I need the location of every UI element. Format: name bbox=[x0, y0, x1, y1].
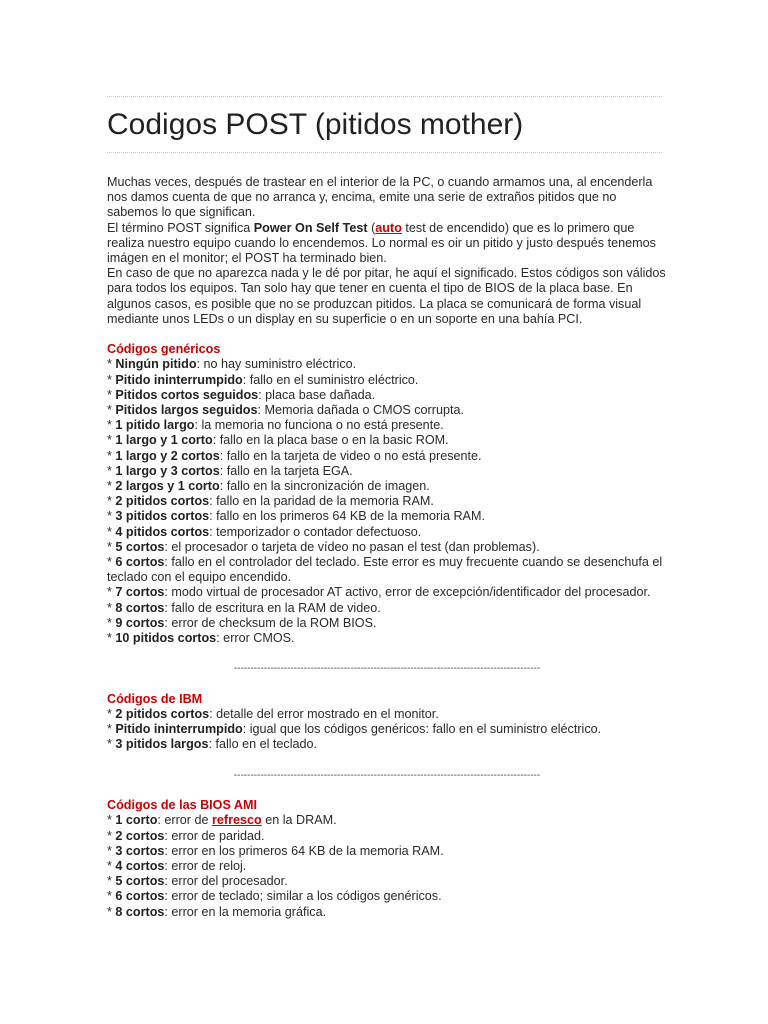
code-description: : error CMOS. bbox=[216, 631, 295, 646]
list-item: * Pitido ininterrumpido: igual que los códigos genéricos: fallo en el suministro eléctrico. bbox=[107, 722, 602, 737]
title-divider bbox=[107, 152, 662, 153]
code-term: 7 cortos bbox=[115, 585, 165, 600]
code-description: : fallo de escritura en la RAM de video. bbox=[164, 600, 381, 615]
list-item: * 10 pitidos cortos: error CMOS. bbox=[107, 631, 295, 646]
code-term: 8 cortos bbox=[115, 904, 165, 919]
code-description: : la memoria no funciona o no está presente. bbox=[194, 418, 444, 433]
code-description: : fallo en el teclado. bbox=[208, 737, 318, 752]
ibm-codes-heading: Códigos de IBM bbox=[107, 691, 203, 706]
list-item: * 9 cortos: error de checksum de la ROM BIOS. bbox=[107, 615, 377, 630]
code-description: : error de paridad. bbox=[164, 828, 265, 843]
list-item: * 7 cortos: modo virtual de procesador AT activo, error de excepción/identificador del procesador. bbox=[107, 585, 651, 600]
code-description: : fallo en la tarjeta de video o no está presente. bbox=[219, 448, 482, 463]
code-description: : fallo en el suministro eléctrico. bbox=[242, 372, 419, 387]
list-item: * Pitidos cortos seguidos: placa base dañada. bbox=[107, 387, 376, 402]
separator-2: -------------------------------------------------------------------------------------------- bbox=[233, 769, 541, 781]
code-term: 5 cortos bbox=[115, 874, 165, 889]
code-term: 4 cortos bbox=[115, 859, 165, 874]
code-term: 1 largo y 1 corto bbox=[115, 433, 213, 448]
list-item: * 2 pitidos cortos: detalle del error mostrado en el monitor. bbox=[107, 707, 439, 722]
ibm-codes-list bbox=[107, 707, 667, 753]
code-term: 1 largo y 2 cortos bbox=[115, 448, 220, 463]
code-term: 2 largos y 1 corto bbox=[115, 479, 220, 494]
separator-1: -------------------------------------------------------------------------------------------- bbox=[233, 663, 541, 675]
list-item: * 1 largo y 2 cortos: fallo en la tarjeta de video o no está presente. bbox=[107, 448, 482, 463]
generic-codes-list bbox=[107, 357, 667, 646]
code-term: 1 pitido largo bbox=[115, 418, 195, 433]
code-term: 10 pitidos cortos bbox=[115, 631, 217, 646]
ami-codes-heading: Códigos de las BIOS AMI bbox=[107, 798, 257, 813]
code-term: 3 pitidos cortos bbox=[115, 509, 210, 524]
list-item: * Ningún pitido: no hay suministro eléctrico. bbox=[107, 357, 357, 372]
list-item: * 2 cortos: error de paridad. bbox=[107, 828, 265, 843]
code-term: 2 pitidos cortos bbox=[115, 494, 210, 509]
list-item: * 3 cortos: error en los primeros 64 KB de la memoria RAM. bbox=[107, 843, 444, 858]
code-description: : error de teclado; similar a los códigos genéricos. bbox=[164, 889, 442, 904]
list-item: * 1 largo y 3 cortos: fallo en la tarjeta EGA. bbox=[107, 463, 353, 478]
code-description: : error del procesador. bbox=[164, 874, 288, 889]
code-description: : detalle del error mostrado en el monitor. bbox=[209, 707, 439, 722]
code-description: : error de checksum de la ROM BIOS. bbox=[164, 615, 377, 630]
code-term: 6 cortos bbox=[115, 889, 165, 904]
list-item: * 6 cortos: fallo en el controlador del teclado. Este error es muy frecuente cuando se desenchufa el teclado con el equipo encendido. bbox=[107, 555, 663, 585]
list-item: * Pitidos largos seguidos: Memoria dañada o CMOS corrupta. bbox=[107, 403, 464, 418]
list-item: * 2 largos y 1 corto: fallo en la sincronización de imagen. bbox=[107, 479, 430, 494]
page-title: Codigos POST (pitidos mother) bbox=[107, 108, 524, 141]
list-item: * 8 cortos: error en la memoria gráfica. bbox=[107, 904, 327, 919]
intro-paragraph-3: En caso de que no aparezca nada y le dé por pitar, he aquí el significado. Estos códigos son válidos para todos los equipos. Tan solo hay que tener en cuenta el tipo de BIOS de la placa base. En algunos casos, es posible que no se produzcan pitidos. La placa se comunicará de forma visual mediante unos LEDs o un display en su superficie o en un soporte en una bahía PCI. bbox=[107, 266, 666, 326]
list-item: * 1 corto: error de refresco en la DRAM. bbox=[107, 813, 337, 828]
list-item: * 5 cortos: error del procesador. bbox=[107, 874, 288, 889]
code-term: 4 pitidos cortos bbox=[115, 524, 210, 539]
list-item: * 3 pitidos cortos: fallo en los primeros 64 KB de la memoria RAM. bbox=[107, 509, 485, 524]
code-description: : fallo en los primeros 64 KB de la memoria RAM. bbox=[209, 509, 485, 524]
code-term: 3 pitidos largos bbox=[115, 737, 209, 752]
code-description: : igual que los códigos genéricos: fallo en el suministro eléctrico. bbox=[242, 722, 602, 737]
list-item: * 3 pitidos largos: fallo en el teclado. bbox=[107, 737, 318, 752]
code-term: 9 cortos bbox=[115, 615, 165, 630]
code-term: 5 cortos bbox=[115, 539, 165, 554]
code-term: 1 largo y 3 cortos bbox=[115, 463, 220, 478]
list-item: * 8 cortos: fallo de escritura en la RAM de video. bbox=[107, 600, 381, 615]
list-item: * 6 cortos: error de teclado; similar a los códigos genéricos. bbox=[107, 889, 442, 904]
code-term: 6 cortos bbox=[115, 555, 165, 570]
code-term: Pitidos largos seguidos bbox=[115, 403, 258, 418]
top-divider bbox=[107, 96, 662, 97]
code-description: : fallo en la tarjeta EGA. bbox=[219, 463, 353, 478]
list-item: * 2 pitidos cortos: fallo en la paridad de la memoria RAM. bbox=[107, 494, 434, 509]
article-body bbox=[107, 175, 667, 920]
power-on-self-test-term: Power On Self Test bbox=[253, 220, 368, 235]
code-description: : fallo en el controlador del teclado. Este error es muy frecuente cuando se desenchufa el teclado con el equipo encendido. bbox=[107, 555, 663, 585]
list-item: * 4 pitidos cortos: temporizador o contador defectuoso. bbox=[107, 524, 422, 539]
code-description: : Memoria dañada o CMOS corrupta. bbox=[257, 403, 464, 418]
code-term: Pitido ininterrumpido bbox=[115, 722, 243, 737]
refresco-link[interactable]: refresco bbox=[212, 813, 262, 828]
code-description: : fallo en la sincronización de imagen. bbox=[219, 479, 430, 494]
code-term: 8 cortos bbox=[115, 600, 165, 615]
list-item: * 5 cortos: el procesador o tarjeta de vídeo no pasan el test (dan problemas). bbox=[107, 539, 540, 554]
intro-paragraph-1: Muchas veces, después de trastear en el interior de la PC, o cuando armamos una, al encenderla nos damos cuenta de que no arranca y, encima, emite una serie de extraños pitidos que no sabemos lo que significan. bbox=[107, 175, 653, 220]
code-term: 2 cortos bbox=[115, 828, 165, 843]
generic-codes-heading: Códigos genéricos bbox=[107, 342, 221, 357]
code-description: : error en la memoria gráfica. bbox=[164, 904, 327, 919]
code-description: : modo virtual de procesador AT activo, error de excepción/identificador del procesador. bbox=[164, 585, 651, 600]
list-item: * Pitido ininterrumpido: fallo en el suministro eléctrico. bbox=[107, 372, 419, 387]
list-item: * 1 pitido largo: la memoria no funciona o no está presente. bbox=[107, 418, 444, 433]
code-description: : error de reloj. bbox=[164, 859, 247, 874]
code-term: Pitido ininterrumpido bbox=[115, 372, 243, 387]
code-description: : placa base dañada. bbox=[258, 387, 376, 402]
code-term: 2 pitidos cortos bbox=[115, 707, 210, 722]
code-term: Pitidos cortos seguidos bbox=[115, 387, 259, 402]
list-item: * 1 largo y 1 corto: fallo en la placa base o en la basic ROM. bbox=[107, 433, 449, 448]
auto-link[interactable]: auto bbox=[375, 220, 402, 235]
code-term: 3 cortos bbox=[115, 843, 165, 858]
code-description: : no hay suministro eléctrico. bbox=[196, 357, 357, 372]
list-item: * 4 cortos: error de reloj. bbox=[107, 859, 247, 874]
code-description: : temporizador o contador defectuoso. bbox=[209, 524, 422, 539]
code-description: : fallo en la placa base o en la basic ROM. bbox=[212, 433, 449, 448]
code-description: : error en los primeros 64 KB de la memoria RAM. bbox=[164, 843, 444, 858]
code-description: : el procesador o tarjeta de vídeo no pasan el test (dan problemas). bbox=[164, 539, 540, 554]
intro-paragraph-2: El término POST significa Power On Self Test (auto test de encendido) que es lo primero que realiza nuestro equipo cuando lo encendemos. Lo normal es oir un pitido y justo después tenemos imágen en el monitor; el POST ha terminado bien. bbox=[107, 220, 656, 266]
code-term: Ningún pitido bbox=[115, 357, 197, 372]
code-description: : fallo en la paridad de la memoria RAM. bbox=[209, 494, 434, 509]
ami-codes-list bbox=[107, 829, 667, 920]
